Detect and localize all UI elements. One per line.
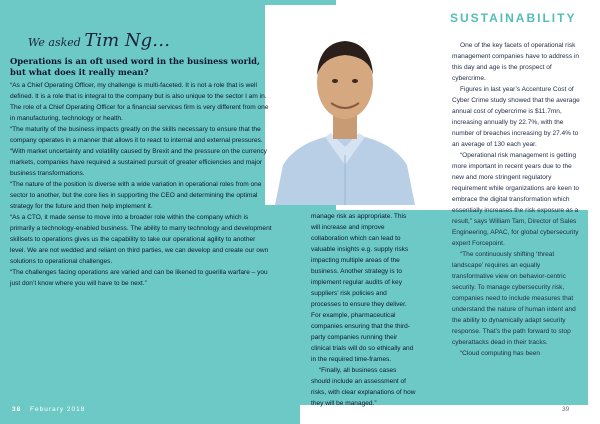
paragraph: “The maturity of the business impacts greatly on the skills necessary to ensure that the company operates in a manner that allows it to react to internal and external pressures. [10, 126, 263, 144]
paragraph: “The challenges facing operations are varied and can be likened to guerilla warfare – you just don’t know where you will have to be next.” [10, 269, 268, 287]
paragraph: “As a CTO, it made sense to move into a broader role within the company which is primarily a technology-enabled business. The ability to marry technology and development skillsets to operations gives us the capability to take our operational agility to another level. We are not wedded and reliant on third parties, we can develop and create our own solutions to operational challenges. [10, 214, 272, 265]
middle-column-text [311, 211, 417, 409]
portrait-photo [265, 5, 425, 205]
paragraph: “As a Chief Operating Officer, my challenge is multi-faceted. It is not a role that is well defined. It is a role that is integral to the company but is also unique to the sector I am in. The role of a Chief Operating Officer for a financial services firm is very different from one in manufacturing, technology or health. [10, 82, 269, 122]
section-title: SUSTAINABILITY [450, 11, 577, 25]
issue-date: Feburary 2018 [30, 406, 86, 413]
paragraph: One of the key facets of operational risk management companies have to address in this day and age is the prospect of cybercrime. [452, 42, 580, 82]
question-heading: Operations is an oft used word in the business world, but what does it really mean? [10, 56, 260, 77]
paragraph: “With market uncertainty and volatility caused by Brexit and the pressure on the currency markets, companies have required a sustained pursuit of greater efficiencies and major business transformations. [10, 148, 267, 177]
paragraph: “Operational risk management is getting more important in recent years due to the new and more stringent regulatory requirement while organizations are keen to embrace the digital transformation which essentially increases the risk exposure as a result,” says William Tam, Director of Sales Engineering, APAC, for global cybersecurity expert Forcepoint. [452, 152, 580, 247]
paragraph: “Finally, all business cases should include an assessment of risks, with clear explanations of how they will be managed.” [311, 367, 416, 407]
paragraph: “The continuously shifting ‘threat landscape’ requires an equally transformative view on behavior-centric security. To manage cybersecurity risk, companies need to include measures that understand the nature of human intent and the ability to dynamically adapt security response. That’s the path forward to stop cyberattacks dead in their tracks. [452, 251, 576, 346]
paragraph: manage risk as appropriate. This will increase and improve collaboration which can lead to valuable insights e.g. supply risks impacting multiple areas of the business. Another strategy is to implement regular audits of key suppliers’ risk policies and processes to ensure they deliver. For example, pharmaceutical companies ensuring that the third-party companies running their clinical trials will do so ethically and in the required time-frames. [311, 213, 414, 363]
page-number-left: 38 [12, 406, 22, 413]
right-column-text [452, 40, 580, 359]
page-number-right: 39 [562, 406, 570, 413]
paragraph: “Cloud computing has been [460, 350, 541, 357]
left-column-text [10, 80, 272, 289]
intro-heading [28, 30, 170, 51]
paragraph: Figures in last year’s Accenture Cost of Cyber Crime study showed that the average annual cost of cybercrime is $11.7mn, increasing annually by 22.7%, with the number of breaches increasing by 27.4% to an average of 130 each year. [452, 86, 580, 148]
interviewee-name: Tim Ng… [84, 30, 171, 51]
intro-prefix: We asked [28, 36, 81, 49]
paragraph: “The nature of the position is diverse with a wide variation in operational roles from one sector to another, but the core lies in supporting the CEO and determining the optimal strategy for the future and then help implement it. [10, 181, 262, 210]
footer-left [12, 406, 85, 413]
